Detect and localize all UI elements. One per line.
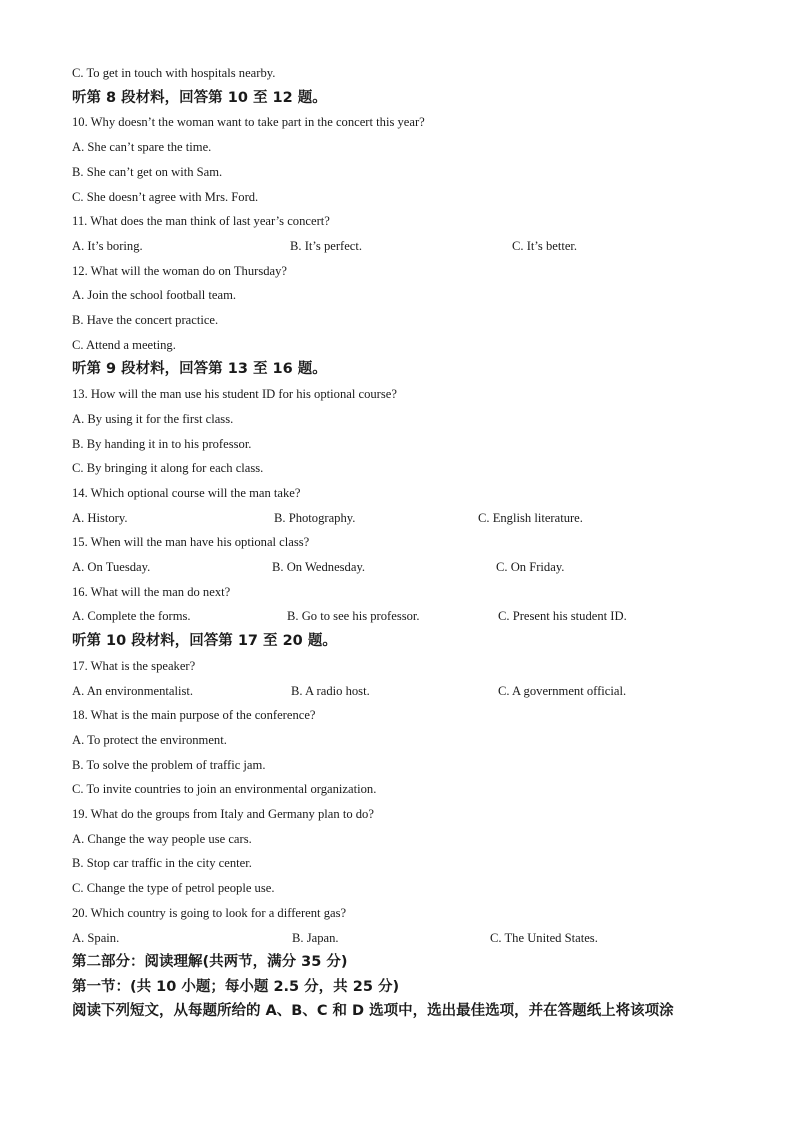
option-17b: B. A radio host.	[291, 684, 370, 698]
option-13a: A. By using it for the first class.	[72, 412, 234, 426]
question-13: 13. How will the man use his student ID for his optional course?	[72, 387, 397, 401]
option-12b: B. Have the concert practice.	[72, 313, 219, 327]
option-13c: C. By bringing it along for each class.	[72, 461, 264, 475]
option-10a: A. She can’t spare the time.	[72, 140, 212, 154]
option-14b: B. Photography.	[274, 511, 356, 525]
option-20c: C. The United States.	[490, 931, 598, 945]
option-15c: C. On Friday.	[496, 560, 565, 574]
question-18: 18. What is the main purpose of the conference?	[72, 708, 316, 722]
option-12a: A. Join the school football team.	[72, 288, 237, 302]
question-11: 11. What does the man think of last year’s concert?	[72, 214, 330, 228]
option-14a: A. History.	[72, 511, 128, 525]
section-one-heading: 第一节：(共 10 小题；每小题 2.5 分，共 25 分)	[72, 979, 400, 995]
option-15b: B. On Wednesday.	[272, 560, 366, 574]
option-10b: B. She can’t get on with Sam.	[72, 165, 223, 179]
option-10c: C. She doesn’t agree with Mrs. Ford.	[72, 190, 259, 204]
option-20a: A. Spain.	[72, 931, 120, 945]
option-15a: A. On Tuesday.	[72, 560, 151, 574]
option-14c: C. English literature.	[478, 511, 583, 525]
part-two-heading: 第二部分：阅读理解(共两节，满分 35 分)	[72, 954, 348, 970]
question-12: 12. What will the woman do on Thursday?	[72, 264, 287, 278]
question-20: 20. Which country is going to look for a different gas?	[72, 906, 347, 920]
question-19: 19. What do the groups from Italy and Germany plan to do?	[72, 807, 374, 821]
option-17a: A. An environmentalist.	[72, 684, 194, 698]
option-18a: A. To protect the environment.	[72, 733, 227, 747]
option-16c: C. Present his student ID.	[498, 609, 627, 623]
option-12c: C. Attend a meeting.	[72, 338, 176, 352]
option-20b: B. Japan.	[292, 931, 339, 945]
question-15: 15. When will the man have his optional class?	[72, 535, 310, 549]
option-11b: B. It’s perfect.	[290, 239, 363, 253]
option-19b: B. Stop car traffic in the city center.	[72, 856, 252, 870]
section-heading-material-10: 听第 10 段材料，回答第 17 至 20 题。	[72, 633, 337, 649]
option-9c: C. To get in touch with hospitals nearby.	[72, 66, 276, 80]
question-14: 14. Which optional course will the man take?	[72, 486, 301, 500]
option-19a: A. Change the way people use cars.	[72, 832, 252, 846]
reading-instructions: 阅读下列短文，从每题所给的 A、B、C 和 D 选项中，选出最佳选项，并在答题纸上将该项涂	[72, 1003, 674, 1019]
section-heading-material-8: 听第 8 段材料，回答第 10 至 12 题。	[72, 90, 327, 106]
option-16b: B. Go to see his professor.	[287, 609, 420, 623]
question-10: 10. Why doesn’t the woman want to take part in the concert this year?	[72, 115, 425, 129]
question-17: 17. What is the speaker?	[72, 659, 196, 673]
option-16a: A. Complete the forms.	[72, 609, 191, 623]
option-17c: C. A government official.	[498, 684, 627, 698]
option-18c: C. To invite countries to join an environmental organization.	[72, 782, 377, 796]
option-11c: C. It’s better.	[512, 239, 578, 253]
option-11a: A. It’s boring.	[72, 239, 143, 253]
option-19c: C. Change the type of petrol people use.	[72, 881, 275, 895]
question-16: 16. What will the man do next?	[72, 585, 231, 599]
option-13b: B. By handing it in to his professor.	[72, 437, 252, 451]
section-heading-material-9: 听第 9 段材料，回答第 13 至 16 题。	[72, 361, 327, 377]
option-18b: B. To solve the problem of traffic jam.	[72, 758, 266, 772]
